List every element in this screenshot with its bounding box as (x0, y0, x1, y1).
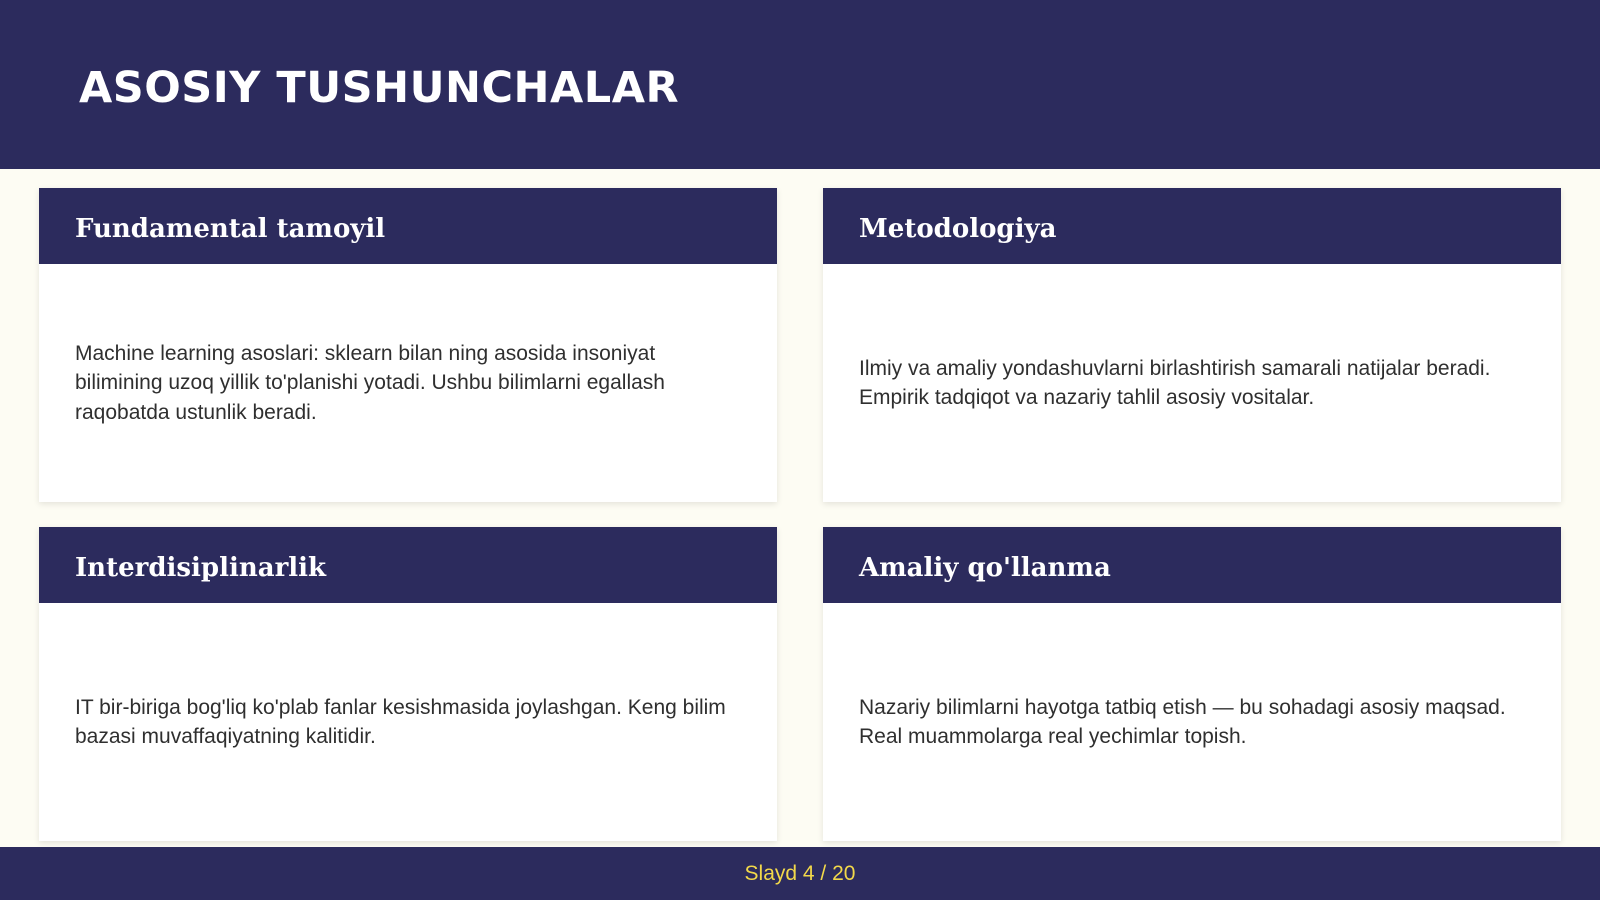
concept-card-methodology (823, 188, 1561, 502)
card-header (823, 188, 1561, 264)
card-title: Metodologiya (859, 214, 1057, 244)
card-text: Ilmiy va amaliy yondashuvlarni birlashtirish samarali natijalar beradi. Empirik tadqiqot va nazariy tahlil asosiy vositalar. (859, 356, 1491, 409)
card-header (39, 188, 777, 264)
card-body (75, 264, 741, 502)
card-body (859, 264, 1525, 502)
card-title: Interdisiplinarlik (75, 553, 327, 583)
concept-card-interdisciplinary (39, 527, 777, 841)
card-text: Nazariy bilimlarni hayotga tatbiq etish — bu sohadagi asosiy maqsad. Real muammolarga real yechimlar topish. (859, 695, 1506, 748)
slide-header (0, 0, 1600, 169)
card-body (75, 603, 741, 841)
card-body (859, 603, 1525, 841)
slide-footer (0, 847, 1600, 900)
concept-card-fundamental (39, 188, 777, 502)
card-title: Amaliy qo'llanma (859, 553, 1111, 583)
concept-card-practical (823, 527, 1561, 841)
page-title: ASOSIY TUSHUNCHALAR (79, 63, 680, 113)
slide-counter: Slayd 4 / 20 (744, 861, 856, 885)
card-text: IT bir-biriga bog'liq ko'plab fanlar kesishmasida joylashgan. Keng bilim bazasi muvaffaqiyatning kalitidir. (75, 695, 726, 748)
card-header (39, 527, 777, 603)
card-header (823, 527, 1561, 603)
card-title: Fundamental tamoyil (75, 214, 386, 244)
card-text: Machine learning asoslari: sklearn bilan ning asosida insoniyat bilimining uzoq yillik to'planishi yotadi. Ushbu bilimlarni egallash raqobatda ustunlik beradi. (75, 341, 665, 424)
